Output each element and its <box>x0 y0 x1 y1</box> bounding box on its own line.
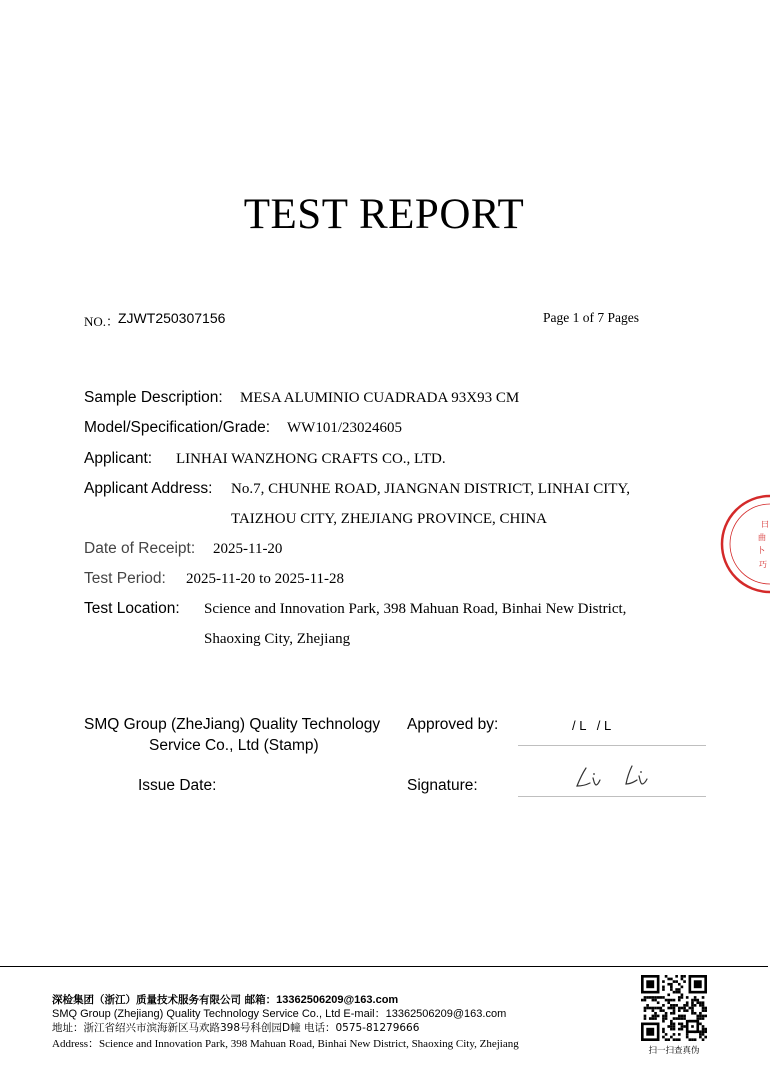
report-number-label: NO.： <box>84 314 120 329</box>
sample-description-label: Sample Description: <box>84 389 223 406</box>
sample-description-value: MESA ALUMINIO CUADRADA 93X93 CM <box>240 390 520 406</box>
svg-text:曰: 曰 <box>761 520 769 529</box>
footer-line3: 地址：浙江省绍兴市滨海新区马欢路398号科创园D幢 电话：0575-81279666 <box>52 1022 420 1034</box>
report-title: TEST REPORT <box>243 191 525 238</box>
company-stamp <box>730 494 770 594</box>
org-name-line2: Service Co., Ltd (Stamp) <box>149 737 319 754</box>
footer-divider <box>0 966 768 967</box>
test-location-line1: Science and Innovation Park, 398 Mahuan Road, Binhai New District, <box>204 601 627 617</box>
signature-underline <box>518 796 706 797</box>
svg-text:巧: 巧 <box>759 560 767 569</box>
applicant-value: LINHAI WANZHONG CRAFTS CO., LTD. <box>176 451 446 467</box>
approved-by-underline <box>518 745 706 746</box>
qr-caption: 扫一扫查真伪 <box>648 1046 700 1056</box>
applicant-address-label: Applicant Address: <box>84 480 213 497</box>
footer-email: 13362506209@163.com <box>276 994 399 1006</box>
issue-date-label: Issue Date: <box>138 777 217 794</box>
report-number-value: ZJWT250307156 <box>118 310 226 326</box>
handwritten-signature <box>572 762 672 792</box>
svg-text:卜: 卜 <box>757 546 765 555</box>
test-period-label: Test Period: <box>84 570 166 587</box>
applicant-address-line2: TAIZHOU CITY, ZHEJIANG PROVINCE, CHINA <box>231 511 548 527</box>
model-value: WW101/23024605 <box>287 420 402 436</box>
model-label: Model/Specification/Grade: <box>84 419 271 436</box>
test-location-label: Test Location: <box>84 600 180 617</box>
signature-label: Signature: <box>407 777 478 794</box>
test-location-line2: Shaoxing City, Zhejiang <box>204 631 351 647</box>
date-of-receipt-value: 2025-11-20 <box>213 541 283 557</box>
footer-line2: SMQ Group (Zhejiang) Quality Technology Service Co., Ltd E-mail：13362506209@163.com <box>52 1008 507 1020</box>
footer-company-cn: 深检集团（浙江）质量技术服务有限公司 邮箱： <box>52 994 277 1006</box>
test-period-value: 2025-11-20 to 2025-11-28 <box>186 571 345 587</box>
applicant-address-line1: No.7, CHUNHE ROAD, JIANGNAN DISTRICT, LINHAI CITY, <box>231 481 631 497</box>
page-indicator: Page 1 of 7 Pages <box>543 310 639 325</box>
qr-code-icon <box>641 975 707 1041</box>
date-of-receipt-label: Date of Receipt: <box>84 540 196 557</box>
org-name-line1: SMQ Group (ZheJiang) Quality Technology <box>84 716 381 733</box>
applicant-label: Applicant: <box>84 450 153 467</box>
approved-by-label: Approved by: <box>407 716 499 733</box>
footer-line4: Address：Science and Innovation Park, 398 Mahuan Road, Binhai New District, Shaoxing City, Zhejiang <box>52 1038 519 1050</box>
approved-by-value: / L / L <box>572 718 612 733</box>
svg-text:曲: 曲 <box>758 533 766 542</box>
